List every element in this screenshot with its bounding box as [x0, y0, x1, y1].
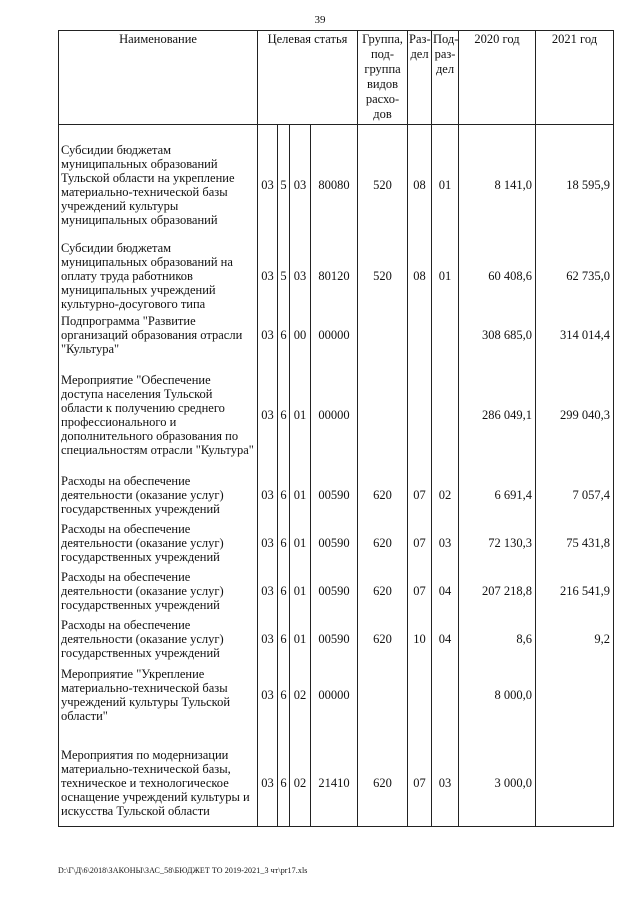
section-code: 10 — [408, 615, 432, 663]
target-direction: 00590 — [311, 567, 358, 615]
target-event: 01 — [290, 615, 311, 663]
amount-2020: 6 691,4 — [459, 471, 536, 519]
target-direction: 00000 — [311, 359, 358, 471]
amount-2021: 299 040,3 — [536, 359, 614, 471]
amount-2021 — [536, 727, 614, 827]
table-row — [59, 663, 614, 727]
target-event: 01 — [290, 359, 311, 471]
row-name: Расходы на обеспечение деятельности (оказание услуг) государственных учреждений — [59, 615, 258, 663]
section-code: 08 — [408, 235, 432, 311]
amount-2021: 216 541,9 — [536, 567, 614, 615]
section-code: 07 — [408, 567, 432, 615]
target-program: 03 — [258, 727, 278, 827]
table-row — [59, 567, 614, 615]
target-subprogram: 6 — [278, 519, 290, 567]
target-subprogram: 6 — [278, 471, 290, 519]
amount-2020: 72 130,3 — [459, 519, 536, 567]
target-direction: 00590 — [311, 519, 358, 567]
expense-group — [358, 663, 408, 727]
table-row — [59, 727, 614, 827]
row-name: Мероприятие "Обеспечение доступа населения Тульской области к получению среднего профессионального и дополнительного образования по специальностям отрасли "Культура" — [59, 359, 258, 471]
subsection-code — [432, 359, 459, 471]
section-code: 07 — [408, 471, 432, 519]
row-name: Мероприятие "Укрепление материально-технической базы учреждений культуры Тульской области" — [59, 663, 258, 727]
section-code — [408, 663, 432, 727]
target-direction: 00590 — [311, 615, 358, 663]
target-event: 01 — [290, 471, 311, 519]
expense-group: 620 — [358, 727, 408, 827]
amount-2021: 7 057,4 — [536, 471, 614, 519]
target-program: 03 — [258, 235, 278, 311]
target-subprogram: 6 — [278, 615, 290, 663]
target-subprogram: 6 — [278, 663, 290, 727]
table-header — [59, 31, 614, 125]
expense-group — [358, 311, 408, 359]
section-code: 07 — [408, 519, 432, 567]
target-subprogram: 5 — [278, 125, 290, 235]
amount-2020: 308 685,0 — [459, 311, 536, 359]
expense-group: 520 — [358, 125, 408, 235]
target-program: 03 — [258, 125, 278, 235]
target-event: 01 — [290, 567, 311, 615]
expense-group: 620 — [358, 567, 408, 615]
row-name: Мероприятия по модернизации материально-технической базы, техническое и технологическое оснащение учреждений культуры и искусства Тульской области — [59, 727, 258, 827]
expense-group: 620 — [358, 471, 408, 519]
subsection-code — [432, 663, 459, 727]
subsection-code: 04 — [432, 567, 459, 615]
amount-2021: 9,2 — [536, 615, 614, 663]
table-row — [59, 125, 614, 235]
row-name: Расходы на обеспечение деятельности (оказание услуг) государственных учреждений — [59, 519, 258, 567]
expense-group — [358, 359, 408, 471]
target-event: 00 — [290, 311, 311, 359]
target-direction: 00000 — [311, 663, 358, 727]
amount-2021 — [536, 663, 614, 727]
table-row — [59, 471, 614, 519]
amount-2020: 3 000,0 — [459, 727, 536, 827]
row-name: Субсидии бюджетам муниципальных образований Тульской области на укрепление материально-технической базы учреждений культуры муниципальных образований — [59, 125, 258, 235]
expense-group: 620 — [358, 615, 408, 663]
target-program: 03 — [258, 615, 278, 663]
target-event: 02 — [290, 727, 311, 827]
header-name: Наименование — [59, 31, 258, 125]
amount-2020: 60 408,6 — [459, 235, 536, 311]
target-program: 03 — [258, 663, 278, 727]
subsection-code: 01 — [432, 235, 459, 311]
table-row — [59, 359, 614, 471]
header-section: Раз-дел — [408, 31, 432, 125]
subsection-code: 03 — [432, 519, 459, 567]
target-event: 03 — [290, 125, 311, 235]
target-program: 03 — [258, 471, 278, 519]
page-number: 39 — [314, 14, 326, 26]
target-program: 03 — [258, 359, 278, 471]
target-direction: 21410 — [311, 727, 358, 827]
amount-2020: 8,6 — [459, 615, 536, 663]
amount-2021: 314 014,4 — [536, 311, 614, 359]
table-row — [59, 235, 614, 311]
section-code — [408, 359, 432, 471]
table-row — [59, 311, 614, 359]
section-code: 08 — [408, 125, 432, 235]
table-body — [59, 125, 614, 827]
subsection-code — [432, 311, 459, 359]
amount-2020: 8 141,0 — [459, 125, 536, 235]
subsection-code: 04 — [432, 615, 459, 663]
amount-2021: 18 595,9 — [536, 125, 614, 235]
target-event: 01 — [290, 519, 311, 567]
header-2021: 2021 год — [536, 31, 614, 125]
target-event: 02 — [290, 663, 311, 727]
amount-2021: 62 735,0 — [536, 235, 614, 311]
subsection-code: 03 — [432, 727, 459, 827]
table-row — [59, 615, 614, 663]
amount-2021: 75 431,8 — [536, 519, 614, 567]
target-subprogram: 6 — [278, 567, 290, 615]
amount-2020: 8 000,0 — [459, 663, 536, 727]
header-target: Целевая статья — [258, 31, 358, 125]
header-2020: 2020 год — [459, 31, 536, 125]
target-program: 03 — [258, 311, 278, 359]
subsection-code: 01 — [432, 125, 459, 235]
target-direction: 00000 — [311, 311, 358, 359]
expense-group: 620 — [358, 519, 408, 567]
target-direction: 00590 — [311, 471, 358, 519]
budget-table — [58, 30, 614, 827]
section-code — [408, 311, 432, 359]
target-subprogram: 5 — [278, 235, 290, 311]
target-subprogram: 6 — [278, 359, 290, 471]
row-name: Подпрограмма "Развитие организаций образования отрасли "Культура" — [59, 311, 258, 359]
table-row — [59, 519, 614, 567]
amount-2020: 286 049,1 — [459, 359, 536, 471]
target-subprogram: 6 — [278, 311, 290, 359]
header-group: Группа, под-группа видов расхо-дов — [358, 31, 408, 125]
section-code: 07 — [408, 727, 432, 827]
row-name: Расходы на обеспечение деятельности (оказание услуг) государственных учреждений — [59, 567, 258, 615]
file-path-footer: D:\Г\Д\6\2018\ЗАКОНЫ\ЗАС_58\БЮДЖЕТ ТО 2019-2021_3 чт\pr17.xls — [58, 866, 308, 875]
target-direction: 80120 — [311, 235, 358, 311]
target-program: 03 — [258, 567, 278, 615]
amount-2020: 207 218,8 — [459, 567, 536, 615]
expense-group: 520 — [358, 235, 408, 311]
target-direction: 80080 — [311, 125, 358, 235]
subsection-code: 02 — [432, 471, 459, 519]
header-subsection: Под-раз-дел — [432, 31, 459, 125]
target-program: 03 — [258, 519, 278, 567]
target-event: 03 — [290, 235, 311, 311]
target-subprogram: 6 — [278, 727, 290, 827]
row-name: Субсидии бюджетам муниципальных образований на оплату труда работников муниципальных учреждений культурно-досугового типа — [59, 235, 258, 311]
row-name: Расходы на обеспечение деятельности (оказание услуг) государственных учреждений — [59, 471, 258, 519]
